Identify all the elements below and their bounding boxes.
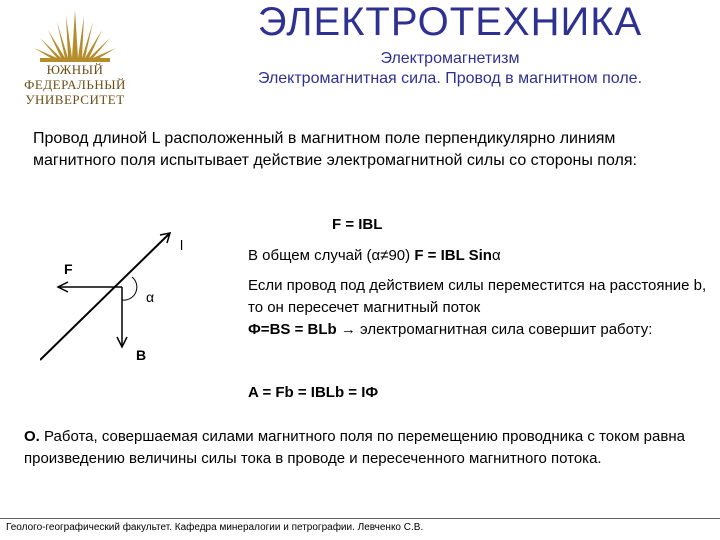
intro-paragraph: Провод длиной L расположенный в магнитном поле перпендикулярно линиям магнитного поля испытывает действие электромагнитной силы со стороны поля: [33, 130, 637, 169]
logo-line-1: ЮЖНЫЙ [46, 62, 104, 77]
logo-line-2: ФЕДЕРАЛЬНЫЙ [24, 77, 126, 92]
force-label: F [64, 261, 73, 277]
page-subtitle-lesson: Электромагнитная сила. Провод в магнитном поле. [257, 70, 643, 87]
page-title: ЭЛЕКТРОТЕХНИКА [257, 0, 643, 44]
footer-text: Геолого-географический факультет. Кафедра минералогии и петрографии. Левченко С.В. [6, 522, 424, 533]
displacement-conclusion: электромагнитная сила совершит работу: [360, 321, 653, 338]
work-formula: A = Fb = IBLb = IФ [248, 384, 379, 401]
force-formula: F = IBL [332, 216, 383, 233]
logo-line-3: УНИВЕРСИТЕТ [25, 92, 125, 107]
definition-text: Работа, совершаемая силами магнитного поля по перемещению проводника с током равна произведению величины силы тока в проводе и пересеченного магнитного потока. [24, 428, 685, 467]
displacement-text: Если провод под действием силы переместится на расстояние b, то он пересечет магнитный поток [248, 277, 707, 316]
angle-label: α [146, 289, 155, 305]
footer-divider [0, 518, 720, 519]
definition-paragraph [24, 426, 714, 470]
field-label: B [136, 347, 147, 363]
force-diagram-svg [40, 225, 220, 365]
angle-arc [122, 277, 137, 300]
force-diagram [40, 225, 220, 365]
general-case-alpha: α [491, 247, 501, 264]
logo-text [10, 62, 140, 107]
logo-emblem-icon [10, 8, 140, 68]
flux-formula: Ф=BS = BLb [248, 321, 337, 338]
page-subtitle-topic: Электромагнетизм [380, 50, 520, 67]
general-case-line [248, 247, 501, 264]
arrow-symbol: → [336, 321, 360, 338]
displacement-paragraph [248, 275, 708, 341]
general-case-text: В общем случай (α≠90) [248, 247, 415, 264]
definition-marker: О. [24, 428, 40, 445]
wire-label: l [180, 237, 184, 253]
general-case-formula: F = IBL Sin [414, 247, 492, 264]
